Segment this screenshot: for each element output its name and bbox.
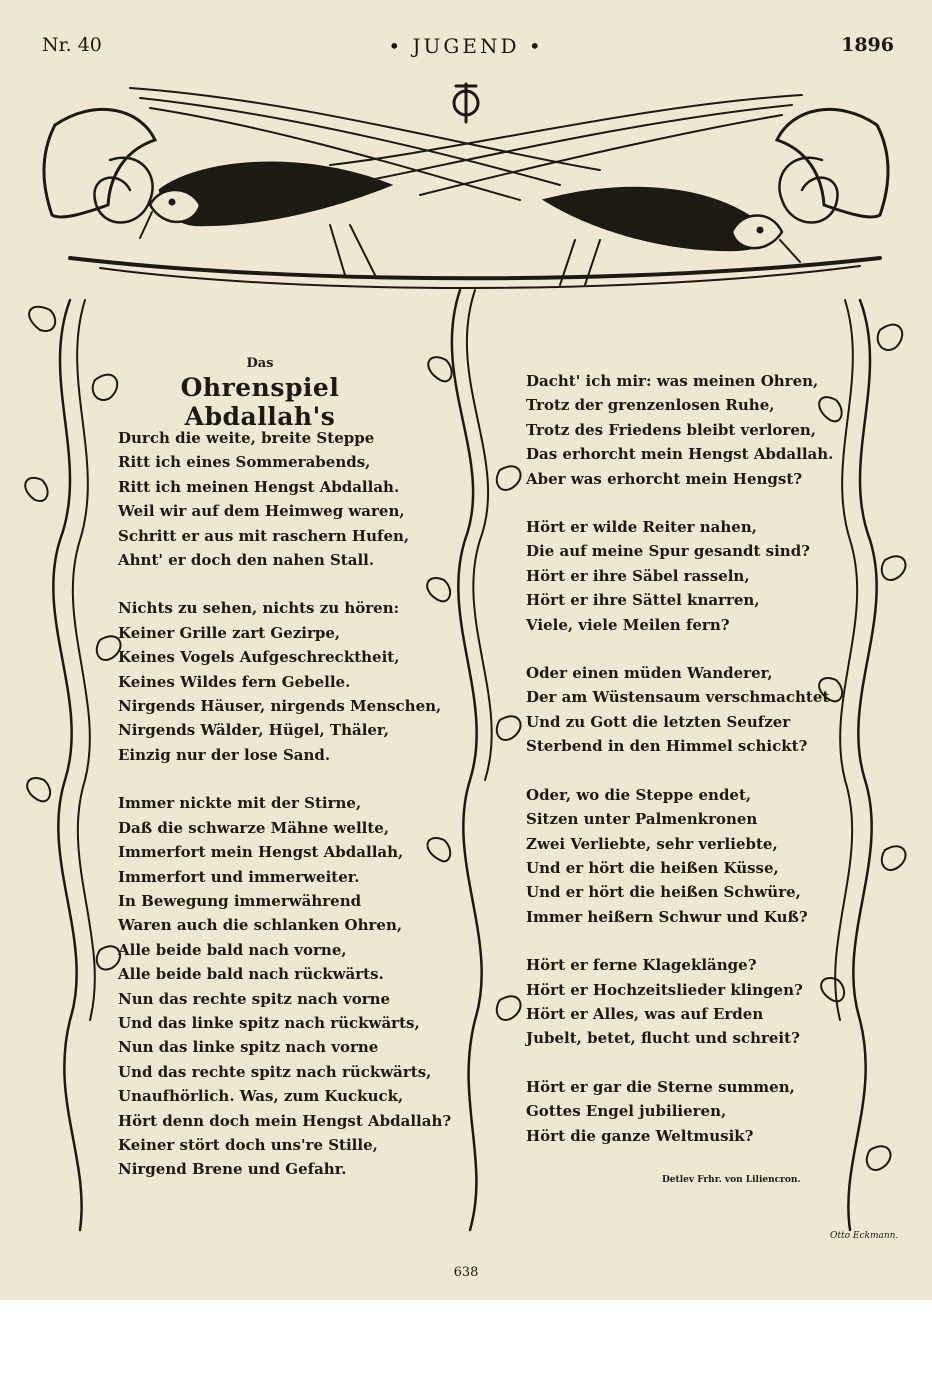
poem-line: Nirgends Wälder, Hügel, Thäler,	[118, 721, 389, 740]
magazine-title: • JUGEND •	[388, 34, 544, 58]
poem-line: Nichts zu sehen, nichts zu hören:	[118, 599, 400, 618]
stanza	[526, 369, 834, 491]
poem-line: Weil wir auf dem Heimweg waren,	[118, 502, 405, 521]
poem-line: Und er hört die heißen Schwüre,	[526, 883, 801, 902]
stanza	[526, 515, 826, 637]
poem-line: Aber was erhorcht mein Hengst?	[526, 469, 803, 488]
poem-line: Keiner Grille zart Gezirpe,	[118, 623, 341, 642]
poem-line: Trotz der grenzenlosen Ruhe,	[526, 396, 775, 415]
poem-line: Zwei Verliebte, sehr verliebte,	[526, 834, 778, 853]
poem-line: Unaufhörlich. Was, zum Kuckuck,	[118, 1087, 404, 1106]
issue-number: Nr. 40	[42, 34, 102, 56]
poem-line: Immerfort und immerweiter.	[118, 867, 360, 886]
poem-title: Ohrenspiel Abdallah's	[180, 373, 340, 431]
poem-line: Keines Wildes fern Gebelle.	[118, 672, 351, 691]
stanza	[526, 1075, 826, 1148]
poem-line: Keiner stört doch uns're Stille,	[118, 1135, 378, 1154]
poem-line: Der am Wüstensaum verschmachtet	[526, 688, 830, 707]
stanza	[526, 953, 826, 1051]
issue-year: 1896	[841, 34, 894, 56]
poem-line: Alle beide bald nach rückwärts.	[118, 965, 384, 984]
stanza	[118, 791, 452, 1182]
right-vine	[848, 300, 876, 1230]
poem-author: Detlev Frhr. von Liliencron.	[662, 1175, 801, 1185]
poem-left-column	[118, 426, 452, 1206]
poem-line: Sterbend in den Himmel schickt?	[526, 737, 808, 756]
left-vine	[53, 300, 81, 1230]
monogram-icon	[454, 84, 478, 122]
poem-line: Nirgends Häuser, nirgends Menschen,	[118, 697, 442, 716]
poem-line: Hört er ihre Säbel rasseln,	[526, 566, 750, 585]
poem-line: Nun das linke spitz nach vorne	[118, 1038, 379, 1057]
poem-line: Hört er Hochzeitslieder klingen?	[526, 980, 803, 999]
poem-line: Hört er wilde Reiter nahen,	[526, 518, 757, 537]
center-vine	[452, 290, 482, 1230]
poem-line: Hört er Alles, was auf Erden	[526, 1004, 764, 1023]
poem-line: Die auf meine Spur gesandt sind?	[526, 542, 810, 561]
poem-line: Ahnt' er doch den nahen Stall.	[118, 551, 375, 570]
poem-line: Durch die weite, breite Steppe	[118, 429, 375, 447]
poem-line: Schritt er aus mit raschern Hufen,	[118, 526, 410, 545]
stanza	[526, 661, 830, 759]
poem-line: In Bewegung immerwährend	[118, 891, 362, 910]
poem-line: Und das linke spitz nach rückwärts,	[118, 1013, 420, 1032]
poem-line: Und er hört die heißen Küsse,	[526, 858, 779, 877]
poem-line: Nun das rechte spitz nach vorne	[118, 989, 391, 1008]
poem-line: Immer heißern Schwur und Kuß?	[526, 907, 808, 926]
poem-title-prefix: Das	[246, 356, 274, 371]
poem-line: Daß die schwarze Mähne wellte,	[118, 818, 390, 837]
stanza	[118, 596, 442, 767]
poem-line: Trotz des Friedens bleibt verloren,	[526, 420, 816, 439]
poem-line: Hört die ganze Weltmusik?	[526, 1126, 754, 1145]
artist-signature: Otto Eckmann.	[830, 1231, 899, 1241]
poem-line: Einzig nur der lose Sand.	[118, 745, 331, 764]
stanza	[118, 426, 418, 572]
poem-line: Ritt ich eines Sommerabends,	[118, 453, 371, 472]
poem-line: Ritt ich meinen Hengst Abdallah.	[118, 477, 400, 496]
poem-line: Und das rechte spitz nach rückwärts,	[118, 1062, 432, 1081]
poem-line: Und zu Gott die letzten Seufzer	[526, 712, 791, 731]
poem-line: Hört denn doch mein Hengst Abdallah?	[118, 1111, 452, 1130]
poem-line: Hört er gar die Sterne summen,	[526, 1077, 795, 1096]
poem-line: Alle beide bald nach vorne,	[118, 940, 347, 959]
poem-line: Viele, viele Meilen fern?	[526, 615, 730, 634]
poem-line: Dacht' ich mir: was meinen Ohren,	[526, 372, 819, 390]
poem-line: Sitzen unter Palmenkronen	[526, 810, 758, 829]
page-number: 638	[453, 1265, 479, 1280]
poem-line: Hört er ferne Klageklänge?	[526, 956, 757, 975]
poem-line: Immer nickte mit der Stirne,	[118, 794, 362, 813]
poem-right-column	[526, 369, 834, 1172]
poem-line: Jubelt, betet, flucht und schreit?	[526, 1029, 800, 1048]
poem-line: Gottes Engel jubilieren,	[526, 1102, 727, 1121]
poem-line: Waren auch die schlanken Ohren,	[118, 916, 403, 935]
poem-heading	[130, 0, 390, 431]
poem-line: Immerfort mein Hengst Abdallah,	[118, 843, 404, 862]
right-urn-icon	[777, 109, 888, 217]
poem-line: Oder einen müden Wanderer,	[526, 664, 773, 683]
poem-line: Oder, wo die Steppe endet,	[526, 785, 752, 804]
right-bird-icon	[330, 95, 802, 285]
stanza	[526, 783, 826, 929]
poem-line: Nirgend Brene und Gefahr.	[118, 1160, 347, 1179]
poem-line: Hört er ihre Sättel knarren,	[526, 591, 760, 610]
poem-line: Das erhorcht mein Hengst Abdallah.	[526, 445, 834, 464]
poem-line: Keines Vogels Aufgeschrecktheit,	[118, 648, 400, 667]
